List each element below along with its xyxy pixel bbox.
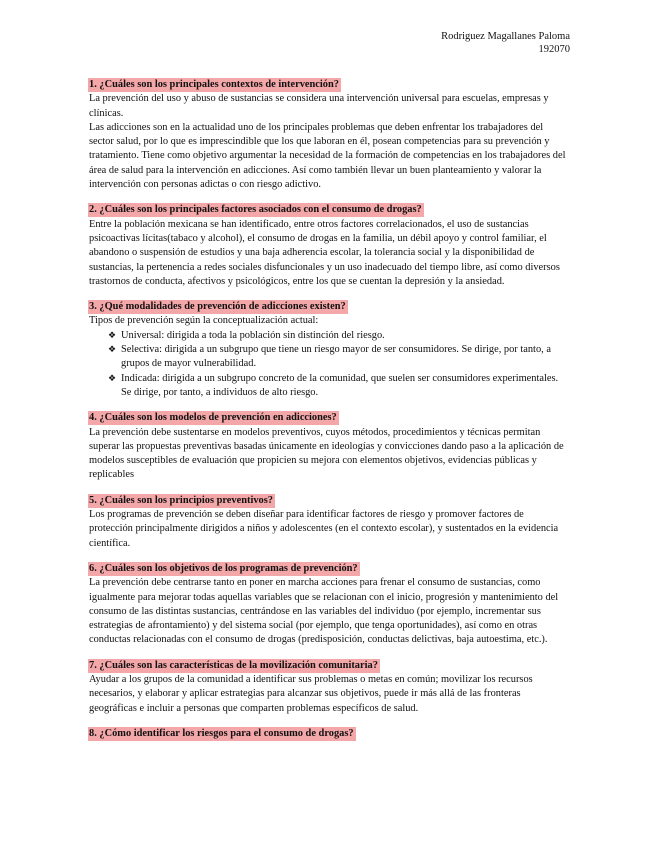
section-8 (89, 727, 569, 741)
question-heading: 8. ¿Cómo identificar los riesgos para el consumo de drogas? (89, 727, 354, 739)
question-heading: 4. ¿Cuáles son los modelos de prevención en adicciones? (89, 412, 337, 424)
list-item (108, 329, 569, 343)
section-7 (89, 659, 569, 716)
student-id: 192070 (538, 43, 570, 55)
question-heading: 5. ¿Cuáles son los principios preventivos? (89, 494, 273, 506)
diamond-bullet-icon: ❖ (108, 373, 117, 384)
section-6 (89, 562, 569, 648)
prevention-types-list (89, 329, 569, 400)
list-item-text: Universal: dirigida a toda la población sin distinción del riesgo. (121, 329, 385, 341)
answer-paragraph: Entre la población mexicana se han identificado, entre otros factores correlacionados, el uso de sustancias psicoactivas lícitas(tabaco y alcohol), el consumo de drogas en la familia, un débil apoyo y control familiar, el abandono o suspensión de estudios y una baja adherencia escolar, la tolerancia social y la disponibilidad de sustancias, la pertenencia a redes sociales disfuncionales y un uso inadecuado del tiempo libre, así como diversos trastornos de conducta, afectivos y psicológicos, entre los que se cuentan la depresión y la ansiedad. (89, 218, 560, 287)
section-3 (89, 300, 569, 400)
page-header (441, 31, 570, 56)
answer-paragraph: La prevención del uso y abuso de sustancias se considera una intervención universal para escuelas, empresas y clínicas. (89, 93, 549, 119)
question-heading: 6. ¿Cuáles son los objetivos de los programas de prevención? (89, 562, 358, 574)
diamond-bullet-icon: ❖ (108, 345, 117, 356)
answer-paragraph: La prevención debe centrarse tanto en poner en marcha acciones para frenar el consumo de sustancias, como igualmente para mejorar todas aquellas variables que se relacionan con el inicio, progresión y mantenimiento del consumo de las distintas sustancias, centrándose en las variables del individuo (por ejemplo, incrementar sus estrategias de afrontamiento) y del sistema social (por ejemplo, que tenga oportunidades), así como en otras conductas relacionadas con el consumo de drogas (predisposición, conductas delictivas, baja autoestima, etc.). (89, 577, 559, 646)
section-1 (89, 78, 569, 192)
author-name: Rodriguez Magallanes Paloma (441, 31, 570, 42)
question-heading: 3. ¿Qué modalidades de prevención de adicciones existen? (89, 301, 346, 313)
list-item-text: Indicada: dirigida a un subgrupo concreto de la comunidad, que suelen ser consumidores experimentales. Se dirige, por tanto, a individuos de alto riesgo. (121, 372, 559, 398)
question-heading: 1. ¿Cuáles son los principales contextos de intervención? (89, 79, 339, 90)
document-body (89, 78, 569, 752)
list-item (108, 343, 569, 372)
question-heading: 2. ¿Cuáles son los principales factores asociados con el consumo de drogas? (89, 204, 422, 216)
answer-paragraph: Los programas de prevención se deben diseñar para identificar factores de riesgo y promover factores de protección principalmente dirigidos a niños y adolescentes (en el contexto escolar), y sustentados en la evidencia científica. (89, 509, 559, 549)
diamond-bullet-icon: ❖ (108, 330, 117, 341)
answer-paragraph: Tipos de prevención según la conceptualización actual: (89, 315, 319, 327)
answer-paragraph: Las adicciones son en la actualidad uno de los principales problemas que deben enfrentar los trabajadores del sector salud, por lo que es imprescindible que los que laboran en él, posean competencias para su prevención y tratamiento. Tiene como objetivo argumentar la necesidad de la formación de competencias en los trabajadores del área de salud para la intervención en adicciones. Así como también llevar un buen planteamiento y valorar la intervención con personas adictas o con riesgo adictivo. (89, 121, 566, 191)
list-item-text: Selectiva: dirigida a un subgrupo que tiene un riesgo mayor de ser consumidores. Se dirige, por tanto, a grupos de mayor vulnerabilidad. (121, 344, 551, 370)
answer-paragraph: Ayudar a los grupos de la comunidad a identificar sus problemas o metas en común; movilizar los recursos necesarios, y elaborar y aplicar estrategias para alcanzar sus objetivos, puede ir más allá de las fronteras geográficas e incluir a personas que comparten problemas específicos de salud. (89, 673, 533, 714)
list-item (108, 372, 569, 401)
section-5 (89, 494, 569, 551)
section-2 (89, 203, 569, 289)
answer-paragraph: La prevención debe sustentarse en modelos preventivos, cuyos métodos, procedimientos y técnicas permitan superar las propuestas preventivas basadas únicamente en ideologías y convicciones dando paso a la aplicación de modelos susceptibles de evaluación que propicien su mejora con elementos objetivos, evidencias públicas y replicables (89, 426, 564, 481)
question-heading: 7. ¿Cuáles son las características de la movilización comunitaria? (89, 659, 378, 671)
section-4 (89, 411, 569, 482)
